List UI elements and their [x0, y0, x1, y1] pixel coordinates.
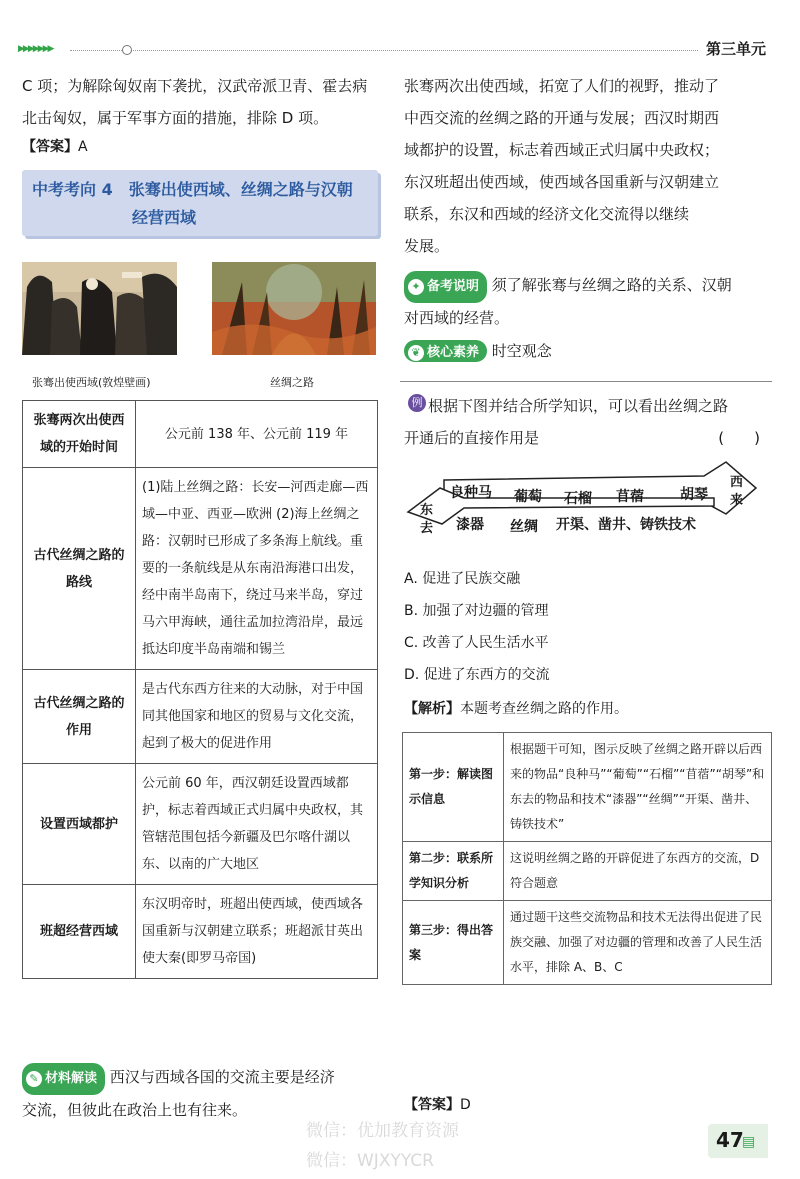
option-d: D. 促进了东西方的交流: [404, 667, 550, 683]
table-row: [23, 764, 378, 885]
table-key: 设置西域都护: [23, 764, 136, 885]
watermark-line: 微信：WJXYYCR: [306, 1151, 434, 1171]
header-circle-mark: [122, 45, 132, 55]
material-line: 西汉与西域各国的交流主要是经济: [109, 1068, 335, 1086]
table-row: [23, 670, 378, 764]
material-tag: [22, 1063, 105, 1095]
step-key: 第二步：联系所学知识分析: [403, 842, 504, 901]
summary-line: 联系，东汉和西域的经济文化交流得以继续: [404, 205, 690, 223]
prep-note: [404, 270, 776, 333]
question-line-text: 开通后的直接作用是: [404, 429, 540, 447]
material-line: 交流，但彼此在政治上也有往来。: [22, 1101, 248, 1119]
step-key: 第一步：解读图示信息: [403, 733, 504, 842]
label-east: 东去: [420, 503, 434, 536]
material-tag-label: 材料解读: [45, 1071, 98, 1086]
core-tag-label: 核心素养: [427, 345, 480, 360]
summary-paragraph: [404, 70, 776, 262]
table-value: 公元前 138 年、公元前 119 年: [136, 401, 378, 468]
core-text: 时空观念: [491, 342, 552, 360]
unit-title: 第三单元: [706, 40, 767, 58]
answer-value: D: [460, 1097, 471, 1113]
caption-silk-road: 丝绸之路: [270, 376, 314, 389]
west-item: 葡萄: [514, 489, 542, 505]
option-b: B. 加强了对边疆的管理: [404, 603, 549, 619]
table-key: 张骞两次出使西域的开始时间: [23, 401, 136, 468]
analysis-text: 本题考查丝绸之路的作用。: [460, 701, 628, 717]
west-item: 苜蓿: [616, 489, 644, 505]
label-west: 西来: [730, 475, 744, 508]
leaf-icon: ❦: [408, 345, 424, 361]
analysis-label: 【解析】: [404, 701, 460, 717]
table-key: 班超经营西域: [23, 885, 136, 979]
east-item: 开渠、凿井、铸铁技术: [556, 517, 696, 533]
option-a: A. 促进了民族交融: [404, 571, 521, 587]
step-value: 这说明丝绸之路的开辟促进了东西方的交流，D 符合题意: [504, 842, 772, 901]
example-icon: 例: [408, 394, 426, 412]
mural-image: [22, 262, 177, 355]
table-row: [23, 885, 378, 979]
table-value: (1)陆上丝绸之路：长安—河西走廊—西域—中亚、西亚—欧洲 (2)海上丝绸之路：汉朝时已形成了多条海上航线。重要的一条航线是从东南沿海港口出发，经中南半岛南下，绕过马来半岛，穿过马六甲海峡，通往孟加拉湾沿岸，最远抵达印度半岛南端和锡兰: [136, 468, 378, 670]
silk-road-painting: [212, 262, 376, 355]
knowledge-table: [22, 400, 378, 979]
option-c: C. 改善了人民生活水平: [404, 635, 549, 651]
west-item: 石榴: [564, 491, 592, 507]
intro-paragraph: [22, 70, 382, 134]
answer-value: A: [78, 139, 88, 155]
question-stem: [404, 390, 776, 454]
header-arrows: ▶▶▶▶▶▶▶: [18, 44, 53, 54]
page-number: 47: [716, 1128, 744, 1152]
pencil-icon: ✎: [26, 1071, 42, 1087]
summary-line: 张骞两次出使西域，拓宽了人们的视野，推动了: [404, 77, 720, 95]
table-row: [23, 468, 378, 670]
east-item: 漆器: [456, 517, 484, 533]
lightbulb-icon: ✦: [408, 279, 424, 295]
prep-line: 须了解张骞与丝绸之路的关系、汉朝: [491, 276, 732, 294]
east-item: 丝绸: [510, 519, 538, 535]
example-divider: [400, 381, 772, 382]
step-value: 根据题干可知，图示反映了丝绸之路开辟以后西来的物品“良种马”“葡萄”“石榴”“苜蓿”“胡琴”和东去的物品和技术“漆器”“丝绸”“开渠、凿井、铸铁技术”: [504, 733, 772, 842]
table-row: [23, 401, 378, 468]
topic-title-line: 经营西域: [132, 208, 197, 227]
analysis-line: [404, 698, 628, 718]
answer-label: 【答案】: [22, 139, 78, 155]
table-key: 古代丝绸之路的作用: [23, 670, 136, 764]
prep-tag: [404, 271, 487, 303]
table-row: [403, 733, 772, 842]
core-note: [404, 340, 776, 362]
table-value: 公元前 60 年，西汉朝廷设置西域都护，标志着西域正式归属中央政权，其管辖范围包括今新疆及巴尔喀什湖以东、以南的广大地区: [136, 764, 378, 885]
answer-label: 【答案】: [404, 1097, 460, 1113]
west-item: 胡琴: [680, 487, 708, 503]
summary-line: 东汉班超出使西域，使西域各国重新与汉朝建立: [404, 173, 720, 191]
answer-line-right: [404, 1094, 471, 1114]
west-item: 良种马: [450, 485, 492, 501]
table-value: 东汉明帝时，班超出使西域，使西域各国重新与汉朝建立联系；班超派甘英出使大秦(即罗马帝国): [136, 885, 378, 979]
question-line: 根据下图并结合所学知识，可以看出丝绸之路: [428, 397, 729, 415]
book-icon: ▤: [742, 1134, 756, 1150]
summary-line: 域都护的设置，标志着西域正式归属中央政权；: [404, 141, 720, 159]
core-tag: [404, 340, 487, 362]
prep-line: 对西域的经营。: [404, 309, 510, 327]
answer-line-left: [22, 136, 88, 156]
table-key: 古代丝绸之路的路线: [23, 468, 136, 670]
watermark-line: 微信：优加教育资源: [306, 1121, 459, 1141]
summary-line: 中西交流的丝绸之路的开通与发展；西汉时期西: [404, 109, 720, 127]
step-key: 第三步：得出答案: [403, 901, 504, 985]
steps-table: [402, 732, 772, 985]
prep-tag-label: 备考说明: [427, 279, 480, 294]
table-row: [403, 842, 772, 901]
summary-line: 发展。: [404, 237, 450, 255]
topic-title: [32, 176, 372, 232]
question-line: [404, 422, 776, 454]
intro-line: 北击匈奴，属于军事方面的措施，排除 D 项。: [22, 109, 329, 127]
table-value: 是古代东西方往来的大动脉，对于中国同其他国家和地区的贸易与文化交流，起到了极大的促进作用: [136, 670, 378, 764]
step-value: 通过题干这些交流物品和技术无法得出促进了民族交融、加强了对边疆的管理和改善了人民生活水平，排除 A、B、C: [504, 901, 772, 985]
intro-line: C 项；为解除匈奴南下袭扰，汉武帝派卫青、霍去病: [22, 77, 368, 95]
caption-mural: 张骞出使西域(敦煌壁画): [32, 376, 151, 389]
exchange-diagram: [404, 458, 774, 548]
header-divider: [70, 50, 698, 51]
question-paren: ( ): [718, 429, 760, 447]
table-row: [403, 901, 772, 985]
topic-title-line: 中考考向 4 张骞出使西域、丝绸之路与汉朝: [32, 180, 353, 199]
